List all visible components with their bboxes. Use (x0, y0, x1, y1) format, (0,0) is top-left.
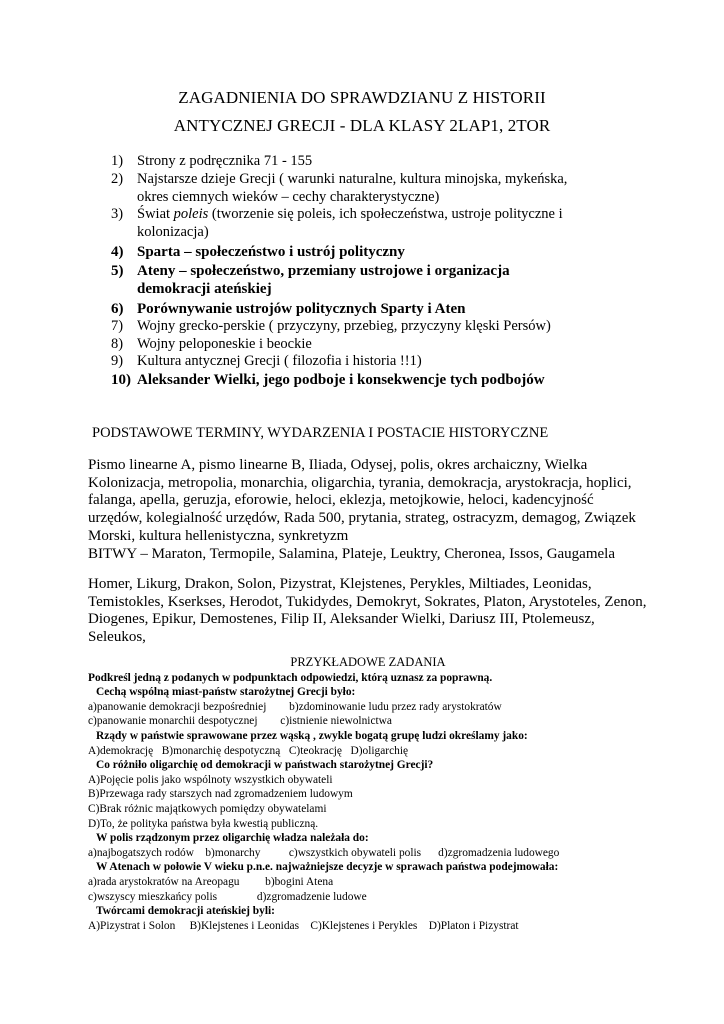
topic-number: 4) (111, 243, 124, 260)
question-5: W Atenach w połowie V wieku p.n.e. najważniejsze decyzje w sprawach państwa podejmowała: (96, 861, 559, 874)
topic-text: Aleksander Wielki, jego podboje i konsekwencje tych podbojów (137, 372, 545, 389)
document-title-line-1: ZAGADNIENIA DO SPRAWDZIANU Z HISTORII (178, 88, 546, 107)
topic-item (111, 171, 581, 207)
topic-item (111, 300, 581, 318)
question-4: W polis rządzonym przez oligarchię władza należała do: (96, 832, 369, 845)
topic-number: 9) (111, 353, 124, 370)
question-2: Rządy w państwie sprawowane przez wąską , zwykle bogatą grupę ludzi określamy jako: (96, 729, 528, 742)
topic-text: Porównywanie ustrojów politycznych Sparty i Aten (137, 300, 466, 317)
tasks-title: PRZYKŁADOWE ZADANIA (290, 655, 446, 669)
answer-row: a)najbogatszych rodów b)monarchy c)wszystkich obywateli polis d)zgromadzenia ludowego (88, 846, 560, 859)
topic-text: Wojny peloponeskie i beockie (137, 335, 312, 352)
answer-option: B)Przewaga rady starszych nad zgromadzeniem ludowym (88, 788, 353, 801)
answer-row: c)panowanie monarchii despotycznej c)istnienie niewolnictwa (88, 715, 392, 728)
people-paragraph: Homer, Likurg, Drakon, Solon, Pizystrat, Klejstenes, Perykles, Miltiades, Leonidas, Temistokles, Kserkses, Herodot, Tukidydes, Demokryt, Sokrates, Platon, Arystoteles, Zenon, Diogenes, Epikur, Demostenes, Filip II, Aleksander Wielki, Dariusz III, Ptolemeusz, Seleukos, (88, 576, 647, 646)
topic-item (111, 262, 581, 298)
battles-text: BITWY – Maraton, Termopile, Salamina, Plateje, Leuktry, Cheronea, Issos, Gaugamela (88, 545, 615, 562)
topic-text: Sparta – społeczeństwo i ustrój polityczny (137, 243, 405, 260)
answer-row: A)Pizystrat i Solon B)Klejstenes i Leonidas C)Klejstenes i Perykles D)Platon i Pizystrat (88, 919, 519, 932)
topic-item (111, 153, 581, 171)
topic-item (111, 371, 581, 389)
terms-section-title: PODSTAWOWE TERMINY, WYDARZENIA I POSTACIE HISTORYCZNE (92, 425, 549, 441)
question-6: Twórcami demokracji ateńskiej byli: (96, 905, 275, 918)
topic-number: 8) (111, 335, 124, 352)
topic-item (111, 353, 581, 371)
topic-number: 6) (111, 300, 124, 317)
topic-item (111, 318, 581, 336)
answer-option: A)Pojęcie polis jako wspólnoty wszystkich obywateli (88, 773, 333, 786)
topic-text: Ateny – społeczeństwo, przemiany ustrojowe i organizacja demokracji ateńskiej (137, 263, 510, 298)
topic-number: 10) (111, 372, 131, 389)
topic-item (111, 206, 581, 242)
terms-paragraph (88, 457, 648, 563)
answer-row: c)wszyscy mieszkańcy polis d)zgromadzenie ludowe (88, 890, 367, 903)
topic-number: 2) (111, 170, 124, 187)
document-title-line-2: ANTYCZNEJ GRECJI - DLA KLASY 2LAP1, 2TOR (173, 116, 551, 135)
topic-number: 7) (111, 317, 124, 334)
sample-tasks (88, 655, 648, 933)
terms-text: Pismo linearne A, pismo linearne B, Iliada, Odysej, polis, okres archaiczny, Wielka Kolonizacja, metropolia, monarchia, oligarchia, tyrania, demokracja, arystokracja, hoplici, falanga, apella, geruzja, eforowie, heloci, eklezja, metojkowie, heloci, kadencyjność urzędów, kolegialność urzędów, Rada 500, prytania, strateg, ostracyzm, demagog, Związek Morski, kultura hellenistyczna, synkretyzm (88, 457, 636, 544)
topic-text: Wojny grecko-perskie ( przyczyny, przebieg, przyczyny klęski Persów) (137, 317, 551, 334)
topic-text: Strony z podręcznika 71 - 155 (137, 153, 313, 169)
topic-text: Świat poleis (tworzenie się poleis, ich społeczeństwa, ustroje polityczne i kolonizacja) (137, 206, 563, 241)
topic-number: 3) (111, 206, 124, 223)
topic-item (111, 243, 581, 261)
question-1: Cechą wspólną miast-państw starożytnej Grecji było: (96, 686, 356, 699)
answer-option: C)Brak różnic majątkowych pomiędzy obywatelami (88, 802, 327, 815)
topic-text: Kultura antycznej Grecji ( filozofia i historia !!1) (137, 353, 422, 370)
answer-row: a)panowanie demokracji bezpośredniej b)zdominowanie ludu przez rady arystokratów (88, 700, 502, 713)
answer-option: D)To, że polityka państwa była kwestią publiczną. (88, 817, 319, 830)
topic-text: Najstarsze dzieje Grecji ( warunki naturalne, kultura minojska, mykeńska, okres ciemnych wieków – cechy charakterystyczne) (137, 170, 568, 205)
tasks-instruction: Podkreśl jedną z podanych w podpunktach odpowiedzi, którą uznasz za poprawną. (88, 671, 493, 684)
topic-item (111, 336, 581, 354)
answer-row: a)rada arystokratów na Areopagu b)bogini Atena (88, 875, 334, 888)
question-3: Co różniło oligarchię od demokracji w państwach starożytnej Grecji? (96, 759, 434, 772)
answer-row: A)demokrację B)monarchię despotyczną C)teokrację D)oligarchię (88, 744, 409, 757)
topic-number: 5) (111, 263, 124, 280)
topic-number: 1) (111, 153, 124, 169)
topics-list (111, 153, 581, 389)
